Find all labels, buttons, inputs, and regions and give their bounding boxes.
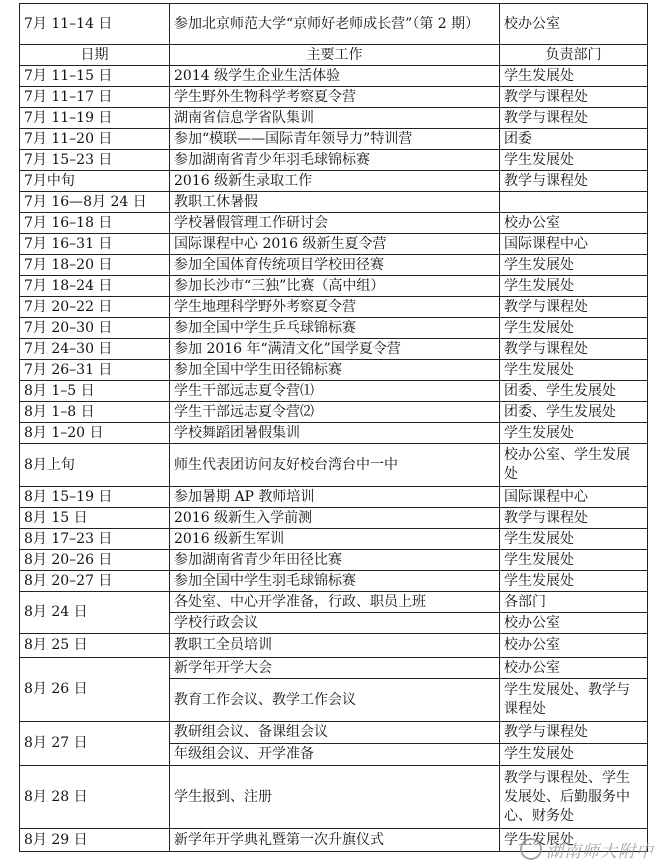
date-cell: 8月 20–27 日: [20, 571, 170, 592]
dept-cell: 教学与课程处、学生发展处、后勤服务中心、财务处: [500, 766, 648, 829]
table-row: [20, 423, 648, 444]
work-cell: 2016 级新生录取工作: [170, 171, 500, 192]
work-cell: 年级组会议、开学准备: [170, 744, 500, 766]
dept-cell: 学生发展处: [500, 255, 648, 276]
date-cell: 8月 26 日: [20, 658, 170, 722]
date-cell: 8月 29 日: [20, 829, 170, 852]
table-row: [20, 339, 648, 360]
work-cell: 参加全国中学生羽毛球锦标赛: [170, 571, 500, 592]
date-cell: 8月 15–19 日: [20, 487, 170, 508]
header-row: [20, 45, 648, 66]
work-cell: 国际课程中心 2016 级新生夏令营: [170, 234, 500, 255]
date-cell: 8月 25 日: [20, 634, 170, 658]
work-cell: 学生报到、注册: [170, 766, 500, 829]
date-cell: 8月 27 日: [20, 722, 170, 766]
date-cell: 7月 24–30 日: [20, 339, 170, 360]
table-row: [20, 4, 648, 45]
table-row: [20, 255, 648, 276]
work-cell: 学生地理科学野外考察夏令营: [170, 297, 500, 318]
work-cell: 参加湖南省青少年羽毛球锦标赛: [170, 150, 500, 171]
work-cell: 教职工全员培训: [170, 634, 500, 658]
work-cell: 参加全国体育传统项目学校田径赛: [170, 255, 500, 276]
dept-cell: 教学与课程处: [500, 508, 648, 529]
work-cell: 学校行政会议: [170, 613, 500, 634]
date-cell: 8月 1–20 日: [20, 423, 170, 444]
date-cell: 7月 18–24 日: [20, 276, 170, 297]
work-cell: 师生代表团访问友好校台湾台中一中: [170, 444, 500, 487]
table-row: [20, 592, 648, 613]
school-seal-icon: [520, 838, 542, 860]
dept-cell: 学生发展处: [500, 829, 648, 852]
dept-cell: 校办公室: [500, 213, 648, 234]
work-cell: 教育工作会议、教学工作会议: [170, 679, 500, 722]
table-row: [20, 529, 648, 550]
date-cell: 7月 18–20 日: [20, 255, 170, 276]
work-cell: 2016 级新生入学前测: [170, 508, 500, 529]
date-cell: 7月 11–19 日: [20, 108, 170, 129]
dept-cell: 教学与课程处: [500, 171, 648, 192]
dept-cell: 学生发展处: [500, 550, 648, 571]
date-cell: 7月 15–23 日: [20, 150, 170, 171]
date-cell: 8月 24 日: [20, 592, 170, 634]
schedule-table: [19, 3, 648, 852]
table-row: [20, 381, 648, 402]
dept-cell: 学生发展处: [500, 744, 648, 766]
dept-cell: 国际课程中心: [500, 234, 648, 255]
table-row: [20, 108, 648, 129]
table-row: [20, 318, 648, 339]
dept-cell: 教学与课程处: [500, 339, 648, 360]
table-row: [20, 508, 648, 529]
date-cell: 7月 11–17 日: [20, 87, 170, 108]
date-cell: 8月上旬: [20, 444, 170, 487]
date-cell: 7月 26–31 日: [20, 360, 170, 381]
work-cell: 参加长沙市“三独”比赛（高中组）: [170, 276, 500, 297]
dept-cell: 校办公室: [500, 613, 648, 634]
dept-cell: 学生发展处: [500, 571, 648, 592]
dept-cell: 团委、学生发展处: [500, 381, 648, 402]
date-cell: 7月 20–30 日: [20, 318, 170, 339]
work-cell: 2016 级新生军训: [170, 529, 500, 550]
table-row: [20, 87, 648, 108]
table-row: [20, 658, 648, 679]
dept-cell: 团委: [500, 129, 648, 150]
work-cell: 湖南省信息学省队集训: [170, 108, 500, 129]
table-row: [20, 487, 648, 508]
work-cell: 学校暑假管理工作研讨会: [170, 213, 500, 234]
table-row: [20, 213, 648, 234]
work-cell: 参加全国中学生田径锦标赛: [170, 360, 500, 381]
work-cell: 教职工休暑假: [170, 192, 500, 213]
work-cell: 参加北京师范大学“京师好老师成长营”（第 2 期）: [170, 4, 500, 45]
dept-cell: 学生发展处: [500, 276, 648, 297]
date-cell: 7月 16–18 日: [20, 213, 170, 234]
dept-cell: 教学与课程处: [500, 722, 648, 744]
dept-cell: 学生发展处: [500, 423, 648, 444]
dept-cell: [500, 192, 648, 213]
table-row: [20, 66, 648, 87]
dept-cell: 教学与课程处: [500, 87, 648, 108]
date-cell: 8月 1–8 日: [20, 402, 170, 423]
dept-cell: 学生发展处、教学与课程处: [500, 679, 648, 722]
date-cell: 7月 16—8月 24 日: [20, 192, 170, 213]
table-row: [20, 444, 648, 487]
date-cell: 7月 16–31 日: [20, 234, 170, 255]
work-cell: 参加 2016 年“满清文化”国学夏令营: [170, 339, 500, 360]
dept-cell: 教学与课程处: [500, 297, 648, 318]
dept-cell: 校办公室: [500, 4, 648, 45]
work-cell: 2014 级学生企业生活体验: [170, 66, 500, 87]
date-cell: 7月 11–14 日: [20, 4, 170, 45]
work-cell: 教研组会议、备课组会议: [170, 722, 500, 744]
dept-cell: 团委、学生发展处: [500, 402, 648, 423]
date-cell: 7月 11–15 日: [20, 66, 170, 87]
watermark-logo: [520, 836, 660, 862]
table-row: [20, 234, 648, 255]
watermark-text: 湖南师大附中: [546, 841, 654, 862]
date-cell: 7月 20–22 日: [20, 297, 170, 318]
work-cell: 参加“模联——国际青年领导力”特训营: [170, 129, 500, 150]
work-cell: 各处室、中心开学准备，行政、职员上班: [170, 592, 500, 613]
work-cell: 新学年开学大会: [170, 658, 500, 679]
table-row: [20, 150, 648, 171]
dept-cell: 学生发展处: [500, 66, 648, 87]
work-cell: 参加暑期 AP 教师培训: [170, 487, 500, 508]
table-row: [20, 766, 648, 829]
dept-cell: 学生发展处: [500, 529, 648, 550]
dept-cell: 校办公室: [500, 658, 648, 679]
work-cell: 学生干部远志夏令营⑴: [170, 381, 500, 402]
table-row: [20, 634, 648, 658]
table-row: [20, 297, 648, 318]
dept-cell: 各部门: [500, 592, 648, 613]
table-row: [20, 276, 648, 297]
date-cell: 8月 15 日: [20, 508, 170, 529]
dept-header: 负责部门: [500, 45, 648, 66]
table-row: [20, 171, 648, 192]
table-row: [20, 550, 648, 571]
dept-cell: 学生发展处: [500, 360, 648, 381]
work-header: 主要工作: [170, 45, 500, 66]
table-row: [20, 192, 648, 213]
table-row: [20, 360, 648, 381]
dept-cell: 校办公室: [500, 634, 648, 658]
work-cell: 参加全国中学生乒乓球锦标赛: [170, 318, 500, 339]
dept-cell: 学生发展处: [500, 150, 648, 171]
dept-cell: 校办公室、学生发展处: [500, 444, 648, 487]
date-cell: 8月 17–23 日: [20, 529, 170, 550]
table-row: [20, 402, 648, 423]
date-cell: 8月 1–5 日: [20, 381, 170, 402]
date-header: 日期: [20, 45, 170, 66]
date-cell: 8月 20–26 日: [20, 550, 170, 571]
work-cell: 学校舞蹈团暑假集训: [170, 423, 500, 444]
dept-cell: 学生发展处: [500, 318, 648, 339]
table-row: [20, 722, 648, 744]
work-cell: 参加湖南省青少年田径比赛: [170, 550, 500, 571]
table-row: [20, 129, 648, 150]
table-row: [20, 571, 648, 592]
work-cell: 新学年开学典礼暨第一次升旗仪式: [170, 829, 500, 852]
dept-cell: 国际课程中心: [500, 487, 648, 508]
date-cell: 7月中旬: [20, 171, 170, 192]
work-cell: 学生干部远志夏令营⑵: [170, 402, 500, 423]
dept-cell: 教学与课程处: [500, 108, 648, 129]
work-cell: 学生野外生物科学考察夏令营: [170, 87, 500, 108]
date-cell: 8月 28 日: [20, 766, 170, 829]
date-cell: 7月 11–20 日: [20, 129, 170, 150]
